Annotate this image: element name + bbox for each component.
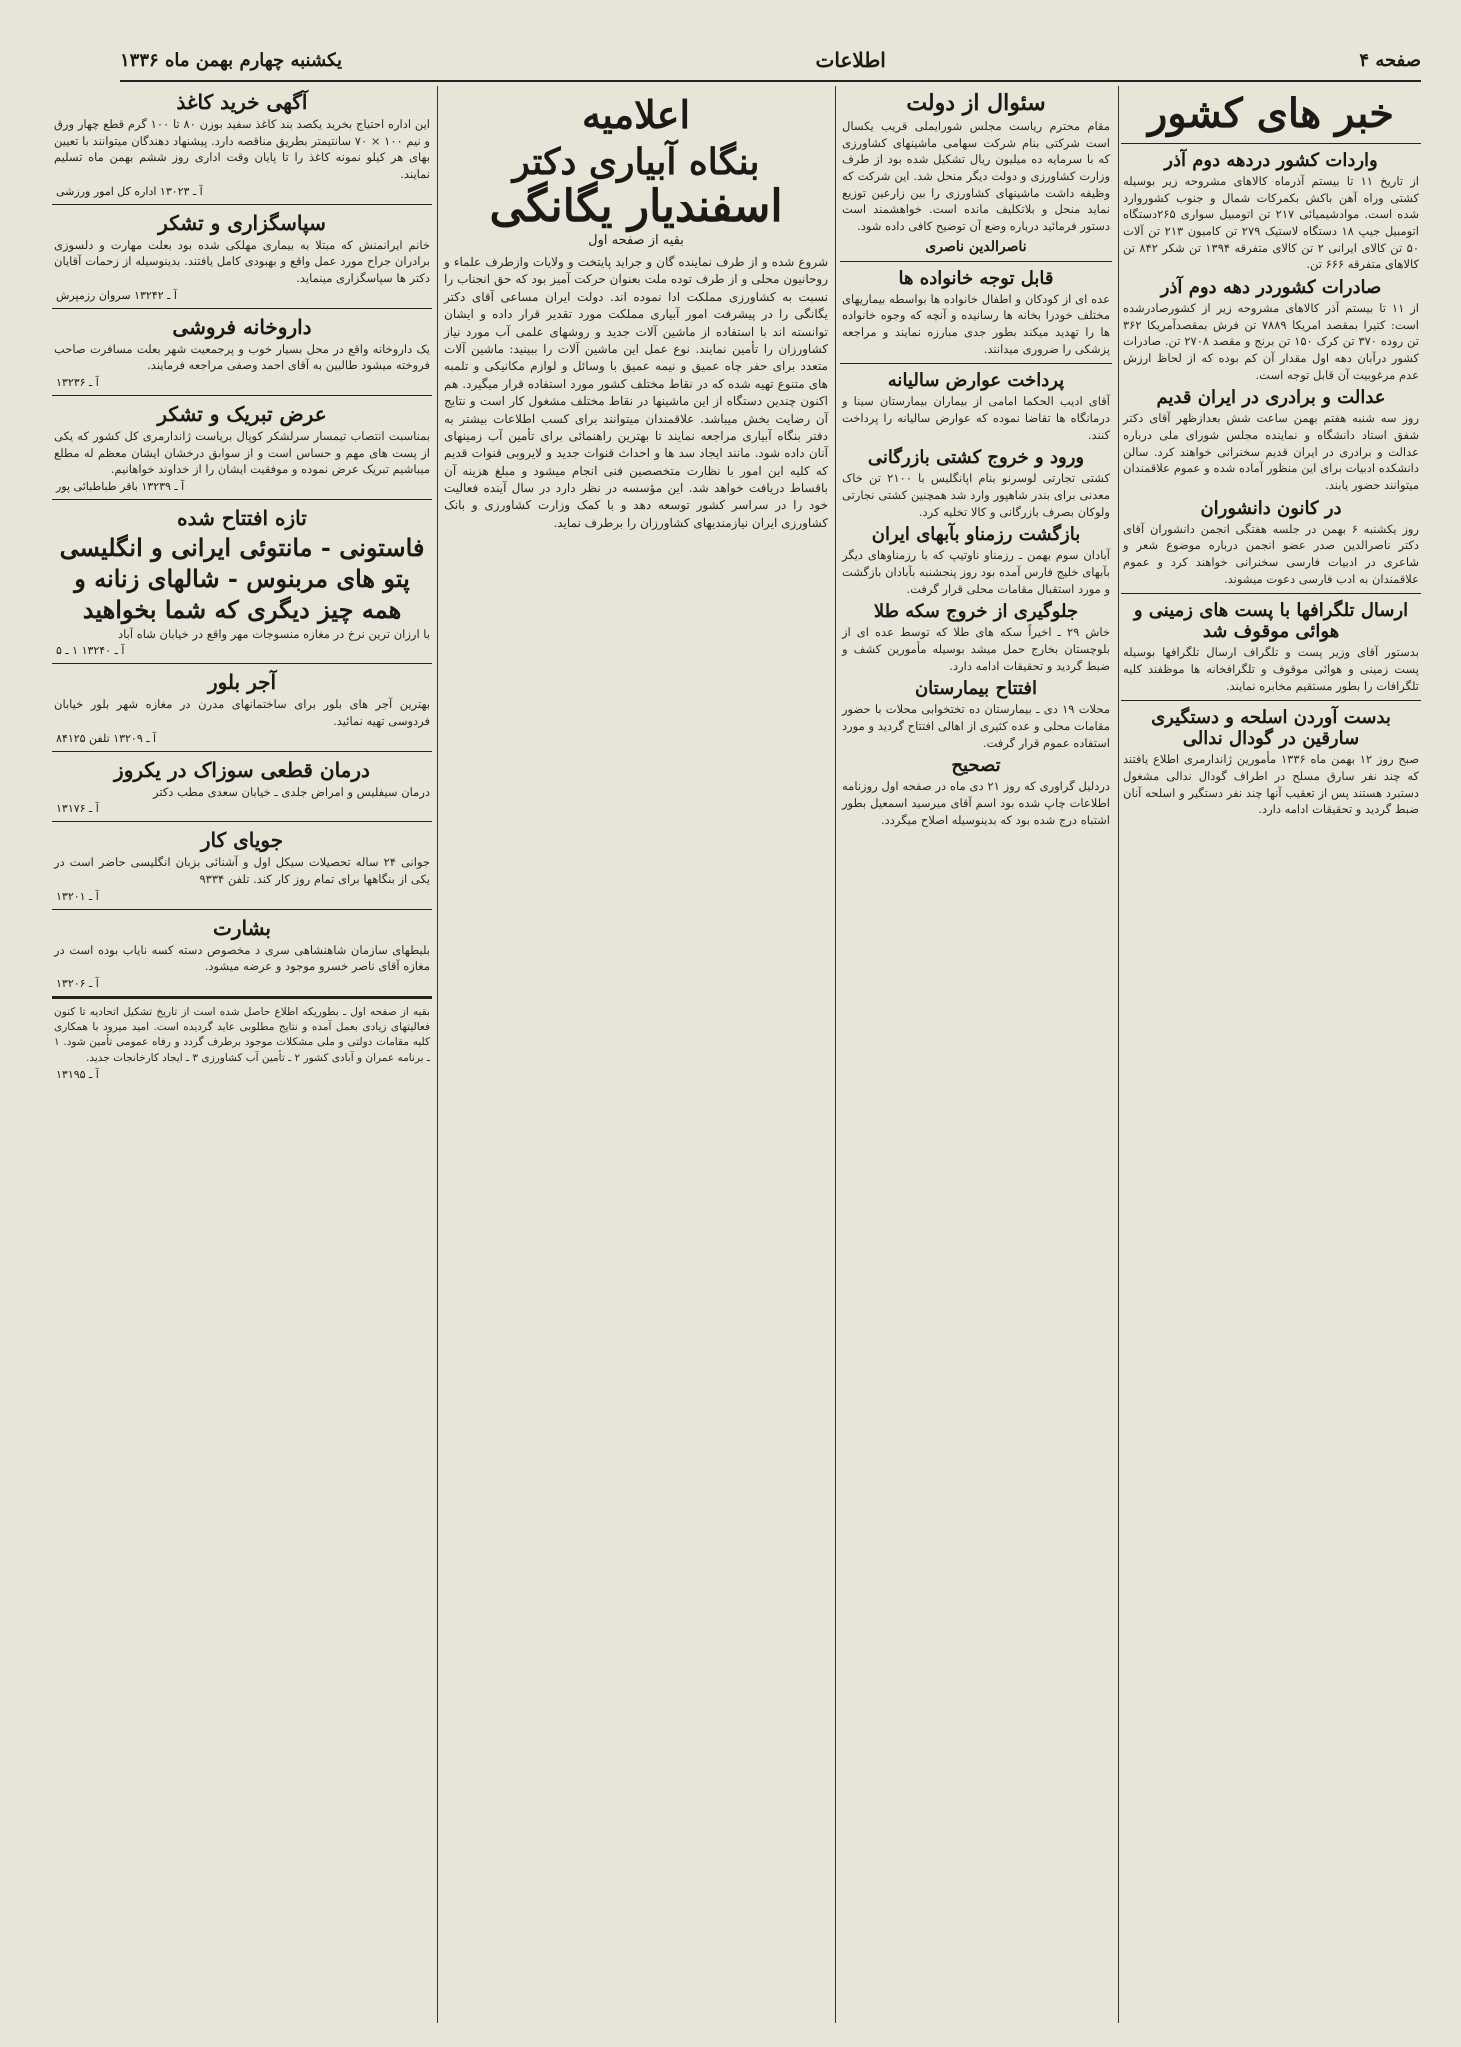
paper-name: اطلاعات (815, 48, 886, 72)
ad-ref: آ ـ ۱۳۲۳۹ باقر طباطبائی پور (56, 480, 185, 494)
announcement-name: اسفندیار یگانگی (489, 180, 783, 232)
continued-article: بقیه از صفحه اول ـ بطوریکه اطلاع حاصل شده است از تاریخ تشکیل اتحادیه تا کنون فعالیتهای زیادی بعمل آمده و نتایج مطلوبی عاید گردیده است. امید میرود با همکاری کلیه مقامات دولتی و ملی مشکلات موجود برطرف گردد و رفاه عمومی تأمین شود. ۱ ـ برنامه عمران و آبادی کشور ۲ ـ تأمین آب کشاورزی ۳ ـ ایجاد کارخانجات جدید. (54, 1006, 430, 1064)
news-body: از ۱۱ تا بیستم آذر کالاهای مشروحه زیر از کشورصادرشده است: کتیرا بمقصد امریکا ۷۸۸۹ تن فرش بمقصدآمریکا ۳۶۲ تن روده ۳۷۰ تن کرک ۱۵۰ تن برنج و مقصد ۲۷۰۸ تن. صادرات کشور درآبان دهه اول مقدار آن کم بوده که از لحاظ ارزش عدم مرغوبیت آن قابل توجه است. (1123, 301, 1419, 382)
news-headline: تصحیح (951, 755, 1001, 777)
question-body: مقام محترم ریاست مجلس شورایملی قریب یکسال است شرکتی بنام شرکت سهامی ماشینهای کشاورزی که با سرمایه ده میلیون ریال تشکیل شده بود از طرف وزارت کشاورزی و دولت دیگر منحل شد. این شرکت که وظیفه داشت ماشینهای کشاورزی را بین زارعین توزیع نماید منحل و بلاتکلیف مانده است. خواهشمند است دستور فرمائید درباره وضع آن توضیح کافی داده شود. (842, 119, 1110, 234)
ad-title: آگهی خرید کاغذ (176, 90, 308, 114)
ad-ref: آ ـ ۱۳۲۰۹ تلفن ۸۴۱۲۵ (56, 731, 157, 745)
news-body: آبادان سوم بهمن ـ رزمناو ناوتیپ که با رزمناوهای دیگر بآبهای خلیج فارس آمده بود روز پنجشنبه بآبادان بازگشت و مورد استقبال مقامات محلی قرار گرفت. (842, 548, 1110, 596)
announcement-title: اعلامیه (581, 92, 691, 137)
ad-ref: آ ـ ۱۳۲۴۰ ۱ ـ ۵ (56, 644, 125, 658)
news-headline: جلوگیری از خروج سکه طلا (873, 601, 1079, 623)
ad-title: داروخانه فروشی (172, 314, 312, 339)
news-headline: بازگشت رزمناو بآبهای ایران (871, 524, 1081, 546)
misc-news-column (840, 86, 1112, 2023)
ad-body: بمناسبت انتصاب تیمسار سرلشکر کوپال بریاست ژاندارمری کل کشور که یکی از پست های مهم و حساس است و از سوابق درخشان ایشان معظم له مطلع میباشیم تبریک عرض نموده و موفقیت ایشان را از خداوند خواهانیم. (54, 429, 430, 477)
news-headline: عدالت و برادری در ایران قدیم (1156, 387, 1386, 409)
news-headline: در کانون دانشوران (1200, 497, 1342, 519)
news-headline: ارسال تلگرافها با پست های زمینی و هوائی موقوف شد (1133, 600, 1409, 643)
news-body: کشتی تجارتی لوسرنو بنام اپانگلیس با ۲۱۰۰ تن خاک معدنی برای بندر شاهپور وارد شد همچنین کشتی نجارتی ولوکان بصرف بازرگانی و کالا تخلیه کرد. (842, 471, 1111, 519)
national-news-column (1121, 86, 1421, 2023)
announcement-subtitle: بنگاه آبیاری دکتر (512, 141, 760, 183)
ad-body: جوانی ۲۴ ساله تحصیلات سیکل اول و آشنائی بزبان انگلیسی حاضر است در یکی از بنگاهها برای تمام روز کار کند. تلفن ۹۳۳۴ (54, 855, 430, 886)
question-title: سئوال از دولت (906, 90, 1046, 116)
ad-title: بشارت (213, 915, 271, 940)
news-body: بدستور آقای وزیر پست و تلگراف ارسال تلگرافها بوسیله پست زمینی و هوائی موقوف و تلگرافخانه ها موظفند کلیه تلگرافات را بطور مستقیم مخابره نمایند. (1123, 645, 1419, 693)
announcement-column (442, 86, 830, 2023)
ad-title: آجر بلور (207, 670, 277, 695)
ad-title: عرض تبریک و تشکر (157, 402, 327, 427)
ad-body: درمان سیفلیس و امراض جلدی ـ خیابان سعدی مطب دکتر (153, 784, 430, 799)
ad-body: خانم ایرانمنش که مبتلا به بیماری مهلکی شده بود بعلت مهارت و دلسوزی برادران جراح مورد عمل واقع و بهبودی کامل یافتند. بدینوسیله از زحمات آقایان دکتر ها سپاسگزاری مینماید. (54, 237, 430, 286)
ad-body: یک داروخانه واقع در محل بسیار خوب و پرجمعیت شهر بعلت مسافرت صاحب فروخته میشود طالبین به آقای احمد وصفی مراجعه فرمایند. (54, 341, 430, 373)
ad-title: درمان قطعی سوزاک در یکروز (114, 757, 370, 782)
news-body: دردلیل گراوری که روز ۲۱ دی ماه در صفحه اول روزنامه اطلاعات چاپ شده بود اسم آقای میرسید اسمعیل بطور اشتباه درج شده بود که بدینوسیله اصلاح میگردد. (842, 779, 1110, 827)
news-body: صبح روز ۱۲ بهمن ماه ۱۳۳۶ مأمورین ژاندارمری اطلاع یافتند که چند نفر سارق مسلح در اطراف گودال ندالی مشغول دستبرد هستند پس از تعقیب آنها چند نفر دستگیر و اسلحه آنان ضبط گردید و تحقیقات ادامه دارد. (1123, 752, 1420, 817)
ad-body: بلیطهای سازمان شاهنشاهی سری د مخصوص دسته کسه نایاب بوده است در مغازه آقای ناصر خسرو موجود و عرضه میشود. (54, 942, 430, 974)
ad-headline: فاستونی - مانتوئی ایرانی و انگلیسی پتو های مربنوس - شالهای زنانه و همه چیز دیگری که شما بخواهید (59, 533, 425, 625)
news-body: روز سه شنبه هفتم بهمن ساعت شش بعدازظهر آقای دکتر شفق استاد دانشگاه و نماینده مجلس شورای ملی درباره عدالت و برادری در ایران قدیم سخنرانی خواهند کرد. سالن دانشکده ادبیات برای این منظور آماده شده و عموم علاقمندان میتوانند حضور یابند. (1123, 411, 1419, 493)
ad-ref: آ ـ ۱۳۲۰۱ (56, 889, 99, 903)
news-headline: صادرات کشوردر دهه دوم آذر (1160, 277, 1382, 299)
ad-body: با ارزان ترین نرخ در مغازه منسوجات مهر واقع در خیابان شاه آباد (118, 626, 430, 641)
ad-body: بهترین آجر های بلور برای ساختمانهای مدرن در مغازه شهر بلور خیابان فردوسی تهیه نمائید. (54, 697, 431, 728)
ads-column (52, 86, 432, 2023)
page-number: صفحه ۴ (1359, 49, 1421, 71)
news-body: خاش ۲۹ ـ اخیراً سکه های طلا که توسط عده ای از بلوچستان بخارج حمل میشد بوسیله مأمورین کشف و ضبط گردید و تحقیقات ادامه دارد. (842, 625, 1110, 673)
news-body: روز یکشنبه ۶ بهمن در جلسه هفتگی انجمن دانشوران آقای دکتر ناصرالدین صدر عضو انجمن درباره موضوع شعر و شاعری در ادبیات فارسی سخنرانی خواهند کرد و عموم علاقمندان به ادب فارسی دعوت میشوند. (1123, 521, 1419, 586)
column-rule (437, 86, 438, 2023)
ad-ref: آ ـ ۱۳۱۷۶ (56, 802, 99, 816)
news-headline: افتتاح بیمارستان (914, 678, 1038, 700)
column-rule (835, 86, 836, 2023)
ad-title: جویای کار (200, 828, 284, 853)
issue-date: یکشنبه چهارم بهمن ماه ۱۳۳۶ (120, 49, 342, 71)
announcement-body: شروع شده و از طرف نماینده گان و جراید پایتخت و ولایات وازطرف علماء و روحانیون محلی و از طرف توده ملت بعنوان حرکت آمیز بود که حق انجناب را نسبت به کشاورزی مملکت ادا نموده اند. دولت ایران مساعی آقای دکتر یگانگی را در پیشرفت امور آبیاری مملکت مورد تقدیر قرار داده و ایشان توانسته اند با استفاده از ماشین آلات جدید و روشهای علمی آب مورد نیاز کشاورزان را تأمین نمایند. نوع عمل این ماشین آلات را ببینید: ماشین آلات متعدد برای حفر چاه عمیق و نیمه عمیق با وسائل و لوازم مکانیکی و تلمبه های متنوع تهیه شده که در نقاط مختلف کشور مورد استفاده قرار میگیرد. هم اکنون چندین دستگاه از این ماشینها در نقاط مختلف مشغول کار است و نتایج آن رضایت بخش میباشد. علاقمندان میتوانند برای کسب اطلاعات بیشتر به دفتر بنگاه آبیاری مراجعه نمایند تا بهترین راهنمائی برای تأمین آب زمینهای آنان داده شود. مانند ایجاد سد ها و احداث قنوات جدید و لایروبی قنوات قدیم که کلیه این امور با نظارت متخصصین فنی انجام میشود و مبلغ هزینه آن باقساط دریافت خواهد شد. این مؤسسه در نظر دارد در سال آینده فعالیت خود را در سراسر کشور توسعه دهد و با کمک وزارت کشاورزی و بانک کشاورزی ایران نیازمندیهای کشاورزان را برطرف نماید. (444, 254, 828, 530)
news-body: از تاریخ ۱۱ تا بیستم آذرماه کالاهای مشروحه زیر بوسیله کشتی وراه آهن باکش بکمرکات شمال و جنوب کشوروارد شده است. موادشیمیائی ۲۱۷ تن اتومبیل سواری ۲۶۵دستگاه اتومبیل جیپ ۱۸ دستگاه لاستیک ۲۷۹ تن کامیون ۲۱۳ تن آلات ۵۰ تن کالای ایرانی ۲ تن کالای متفرقه ۱۳۹۴ تن شکر ۸۴۲ تن کالاهای متفرقه ۶۶۶ تن. (1123, 174, 1419, 272)
ad-title: تازه افتتاح شده (177, 506, 307, 531)
question-signature: ناصرالدین ناصری (925, 238, 1027, 255)
column-title: خبر های کشور (1147, 90, 1394, 137)
news-body: عده ای از کودکان و اطفال خانواده ها بواسطه بیماریهای مختلف خودرا بخانه ها رسانیده و آنچه که وجوه خانواده ها را تهدید میکند بطور جدی مبارزه نمایند و مراجعه پزشکی را ضروری میدانند. (842, 291, 1110, 356)
ad-ref: آ ـ ۱۳۲۴۲ سروان رزمپرش (56, 288, 177, 302)
ad-ref: آ ـ ۱۳۲۰۶ (56, 977, 99, 990)
continued-note: بقیه از صفحه اول (588, 232, 684, 248)
column-rule (1118, 86, 1119, 2023)
news-headline: پرداخت عوارض سالیانه (887, 370, 1065, 392)
news-headline: ورود و خروج کشتی بازرگانی (867, 447, 1085, 469)
ad-ref: آ ـ ۱۳۲۳۶ (56, 376, 99, 390)
ad-title: سپاسگزاری و تشکر (158, 210, 326, 235)
news-body: آقای ادیب الحکما امامی از بیماران بیمارستان سینا و درمانگاه ها تقاضا نموده که عوارض سالیانه را پرداخت کنند. (842, 394, 1110, 442)
news-headline: بدست آوردن اسلحه و دستگیری سارقین در گودال ندالی (1151, 707, 1391, 750)
page-header (120, 40, 1421, 82)
ad-body: این اداره احتیاج بخرید یکصد بند کاغذ سفید بوزن ۸۰ تا ۱۰۰ گرم قطع چهار ورق و نیم ۱۰۰ × ۷۰ سانتیمتر بطریق مناقصه دارد. پیشنهاد دهندگان میتوانند با تعیین بهای هر کیلو نمونه کاغذ را تا پایان وقت اداری روز ششم بهمن ماه تسلیم نمایند. (54, 117, 431, 182)
news-body: محلات ۱۹ دی ـ بیمارستان ده تختخوابی محلات با حضور مقامات محلی و عده کثیری از اهالی افتتاح گردید و مورد استفاده عموم قرار گرفت. (842, 702, 1110, 750)
ad-ref: آ ـ ۱۳۱۹۵ (56, 1067, 99, 1081)
news-headline: قابل توجه خانواده ها (898, 267, 1054, 289)
news-headline: واردات کشور دردهه دوم آذر (1164, 150, 1378, 171)
ad-ref: آ ـ ۱۳۰۲۳ اداره کل امور ورزشی (56, 184, 203, 198)
